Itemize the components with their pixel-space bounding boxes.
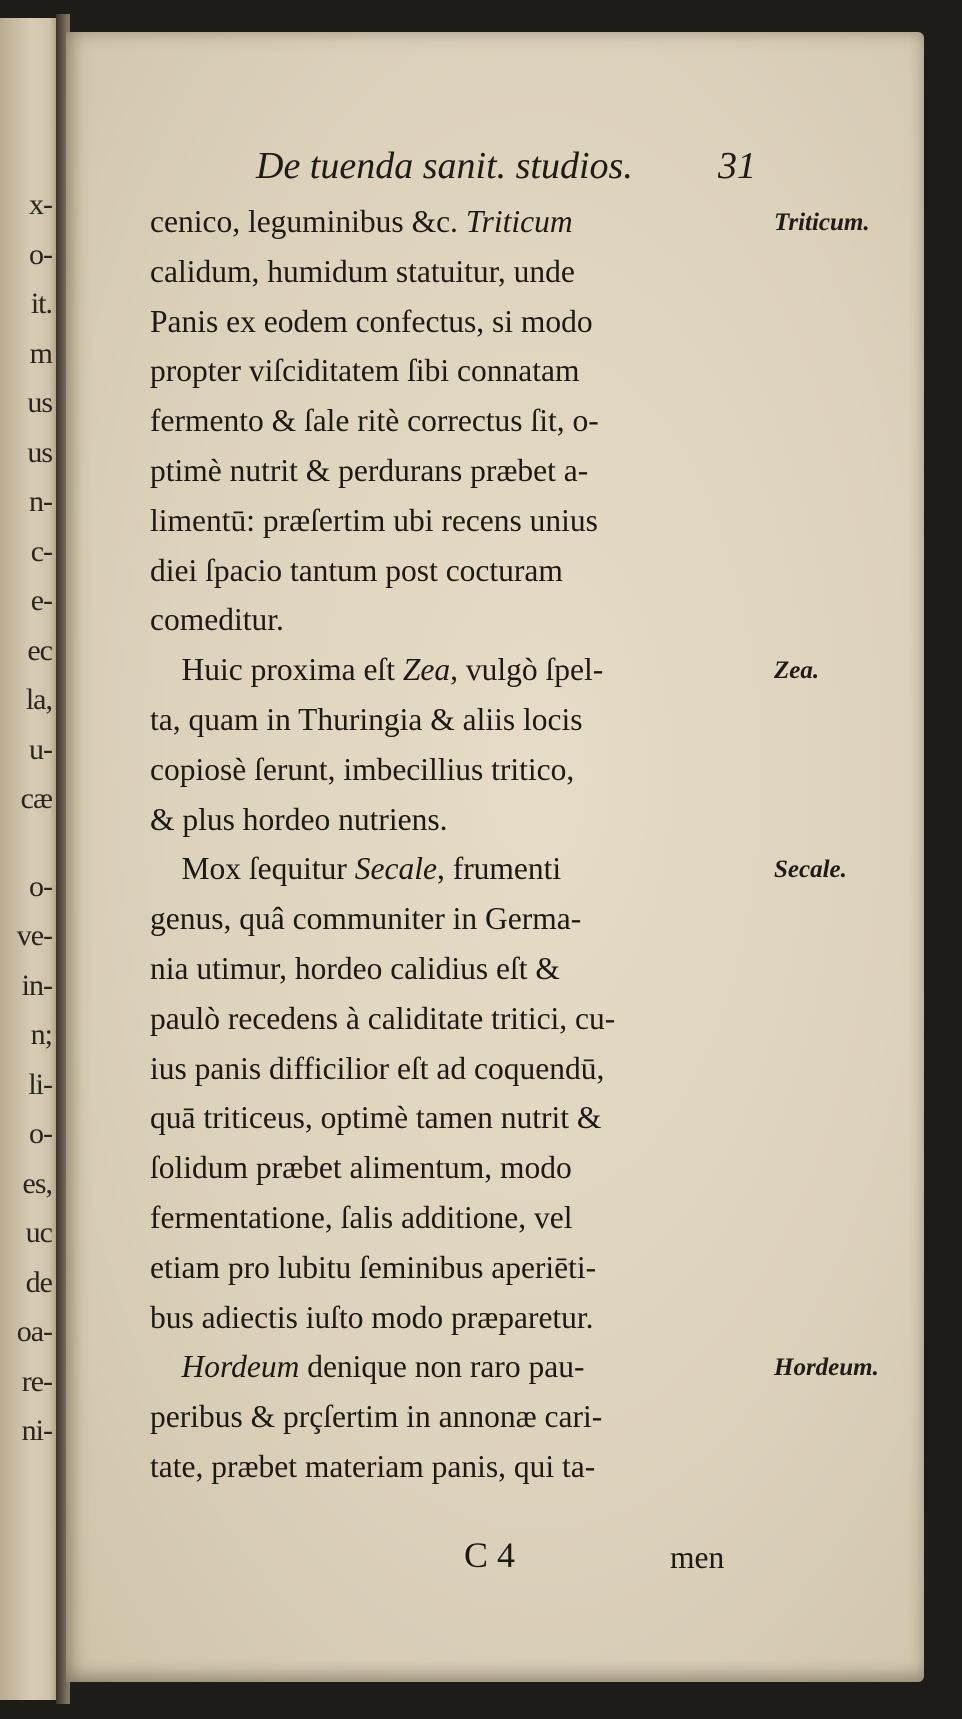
text-line <box>150 994 766 1044</box>
text-line <box>150 1193 766 1243</box>
text-line <box>150 595 766 645</box>
text-run: ius panis difficilior eſt ad coquendū, <box>150 1050 605 1086</box>
margin-note: Hordeum. <box>774 1354 879 1382</box>
facing-page-fragment: li- <box>28 1067 52 1101</box>
text-run: fermento & ſale ritè correctus ſit, o- <box>150 403 599 439</box>
text-run: , vulgò ſpel- <box>450 652 604 688</box>
text-line <box>150 1342 766 1392</box>
facing-page-fragment: n; <box>30 1018 52 1051</box>
italic-term: Zea <box>402 652 451 688</box>
text-run: quā triticeus, optimè tamen nutrit & <box>150 1100 602 1136</box>
italic-term: Hordeum <box>181 1349 300 1385</box>
facing-page-fragment: cæ <box>20 782 52 815</box>
text-run: ptimè nutrit & perdurans præbet a- <box>150 452 589 488</box>
text-run: paulò recedens à caliditate tritici, cu- <box>150 1000 616 1036</box>
text-line <box>150 346 766 396</box>
text-line <box>150 944 766 994</box>
facing-page-fragment: u- <box>29 732 52 766</box>
text-line <box>150 247 766 297</box>
text-line <box>150 446 766 496</box>
body-text <box>150 197 766 1492</box>
text-line <box>150 695 766 745</box>
facing-page-fragment: x- <box>29 188 52 221</box>
facing-page-fragment: us <box>27 435 52 469</box>
text-run: denique non raro pau- <box>299 1349 585 1385</box>
text-line <box>150 745 766 795</box>
text-run: calidum, humidum statuitur, unde <box>150 253 575 289</box>
text-line <box>150 396 766 446</box>
facing-page-fragment: o- <box>29 1117 52 1150</box>
text-line <box>150 496 766 546</box>
facing-page-fragment: de <box>25 1265 52 1299</box>
facing-page-fragment: oa- <box>16 1315 52 1348</box>
book-page <box>66 32 924 1682</box>
facing-page-fragment: la, <box>25 683 52 716</box>
running-head: De tuenda sanit. studios. <box>256 145 633 187</box>
text-run: diei ſpacio tantum post cocturam <box>150 552 563 588</box>
text-run: propter viſciditatem ſibi connatam <box>150 353 580 389</box>
text-line <box>150 1044 766 1094</box>
text-line <box>150 795 766 845</box>
text-line <box>150 1392 766 1442</box>
text-run: ta, quam in Thuringia & aliis locis <box>150 701 583 737</box>
text-run: Huic proxima eſt <box>150 652 403 688</box>
facing-page-fragment: m <box>29 336 52 370</box>
text-line <box>150 1093 766 1143</box>
text-run: Panis ex eodem confectus, si modo <box>150 303 593 339</box>
margin-note: Triticum. <box>774 209 870 236</box>
text-line <box>150 645 766 695</box>
margin-note: Zea. <box>774 657 820 685</box>
text-run: copiosè ſerunt, imbecillius tritico, <box>150 751 575 787</box>
text-run: ſolidum præbet alimentum, modo <box>150 1150 572 1186</box>
text-run: tate, præbet materiam panis, qui ta- <box>150 1448 596 1484</box>
text-line <box>150 1143 766 1193</box>
facing-page-fragment: es, <box>22 1166 52 1200</box>
text-run: limentū: præſertim ubi recens unius <box>150 502 598 538</box>
facing-page-fragment: c- <box>30 534 52 568</box>
italic-term: Triticum <box>465 204 573 239</box>
facing-page-fragment: uc <box>25 1216 52 1249</box>
text-line <box>150 546 766 596</box>
facing-page-fragment: in- <box>21 968 52 1002</box>
text-line <box>150 844 766 894</box>
facing-page-fragment: o- <box>29 237 52 271</box>
facing-page-fragment: o- <box>29 869 52 903</box>
facing-page-edge <box>0 18 58 1700</box>
italic-term: Secale <box>354 851 437 887</box>
text-run: bus adiectis iuſto modo præparetur. <box>150 1299 594 1335</box>
facing-page-fragment: e- <box>30 584 52 617</box>
text-run: , frumenti <box>436 851 562 887</box>
facing-page-fragment: us <box>27 386 52 419</box>
text-run <box>150 1349 182 1384</box>
facing-page-fragment: ec <box>27 633 52 667</box>
text-line <box>150 297 766 347</box>
facing-page-fragment: ve- <box>16 919 52 952</box>
text-run: peribus & prçſertim in annonæ cari- <box>150 1399 603 1435</box>
text-line <box>150 1293 766 1343</box>
text-line <box>150 1243 766 1293</box>
facing-page-fragment: re- <box>21 1364 52 1398</box>
catchword: men <box>670 1540 725 1575</box>
margin-note: Secale. <box>774 856 847 884</box>
text-run: nia utimur, hordeo calidius eſt & <box>150 950 560 986</box>
text-line <box>150 894 766 944</box>
text-run: Mox ſequitur <box>150 851 355 887</box>
facing-page-fragment: it. <box>30 287 52 320</box>
facing-page-fragment: ni- <box>21 1414 52 1447</box>
text-line <box>150 1442 766 1492</box>
text-line <box>150 197 766 247</box>
text-run: cenico, leguminibus &c. <box>150 204 466 239</box>
text-run: & plus hordeo nutriens. <box>150 801 448 837</box>
text-run: etiam pro lubitu ſeminibus aperiēti- <box>150 1249 597 1285</box>
signature-mark: C 4 <box>464 1535 516 1575</box>
text-run: genus, quâ communiter in Germa- <box>150 901 582 937</box>
facing-page-fragment: n- <box>29 485 52 518</box>
text-run: fermentatione, ſalis additione, vel <box>150 1199 573 1235</box>
text-run: comeditur. <box>150 602 284 638</box>
page-number: 31 <box>718 145 756 187</box>
